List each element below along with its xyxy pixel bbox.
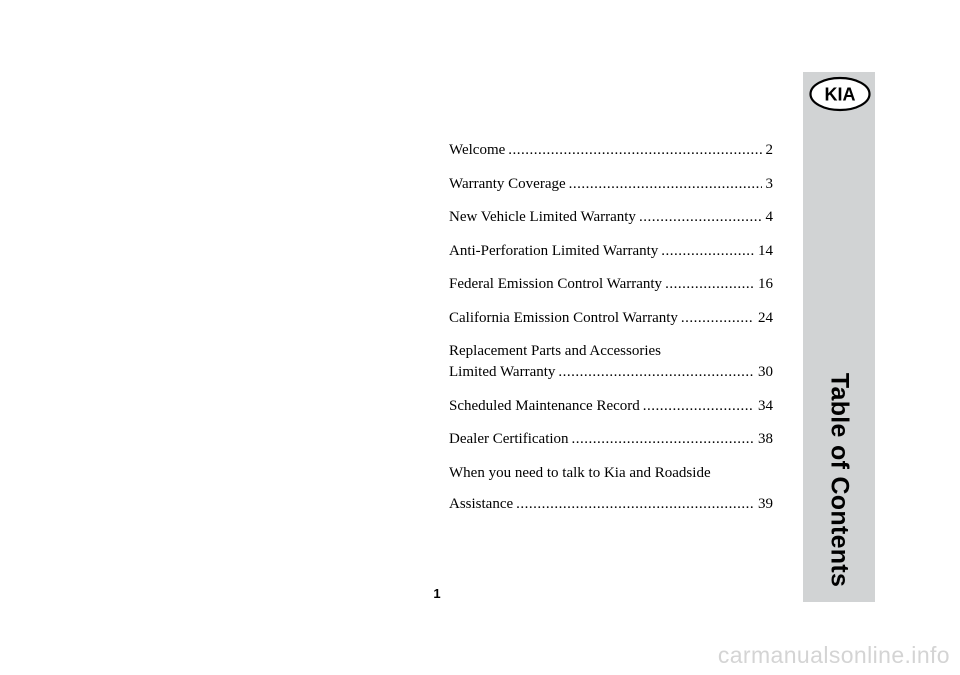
side-tab-label: Table of Contents	[825, 372, 854, 588]
page-number: 1	[433, 586, 441, 601]
toc-item-title: Warranty Coverage	[449, 175, 566, 192]
toc-item-title: Federal Emission Control Warranty	[449, 276, 663, 292]
toc-item-scheduled-maintenance-record[interactable]	[449, 396, 773, 417]
toc-item-roadside-assistance[interactable]	[449, 463, 773, 515]
toc-dot-leader	[661, 241, 754, 262]
toc-item-title: New Vehicle Limited Warranty	[449, 209, 636, 225]
toc-item-page: 14	[758, 242, 773, 259]
toc-dot-leader	[665, 274, 754, 295]
toc-item-page: 16	[758, 276, 773, 292]
table-of-contents	[449, 140, 773, 527]
toc-item-title: Scheduled Maintenance Record	[449, 397, 640, 414]
toc-item-page: 34	[758, 397, 773, 414]
toc-item-page: 24	[758, 309, 773, 326]
toc-dot-leader	[681, 308, 754, 329]
side-tab	[803, 72, 875, 602]
toc-dot-leader	[558, 362, 754, 383]
toc-item-warranty-coverage[interactable]	[449, 174, 773, 195]
toc-item-title: Welcome	[449, 142, 506, 158]
toc-dot-leader	[508, 140, 761, 161]
toc-dot-leader	[639, 207, 762, 228]
toc-dot-leader	[643, 396, 754, 417]
toc-item-new-vehicle-limited-warranty[interactable]	[449, 207, 773, 228]
toc-dot-leader	[516, 494, 754, 515]
toc-item-title: Limited Warranty	[449, 364, 556, 380]
toc-item-welcome[interactable]	[449, 140, 773, 161]
toc-item-title: Dealer Certification	[449, 431, 569, 447]
toc-dot-leader	[569, 174, 762, 195]
toc-item-title-line1: When you need to talk to Kia and Roadside	[449, 464, 711, 481]
toc-item-page: 30	[758, 364, 773, 380]
toc-dot-leader	[572, 429, 754, 450]
kia-logo-text: KIA	[824, 84, 856, 105]
toc-item-anti-perforation-limited-warranty[interactable]	[449, 241, 773, 262]
toc-item-page: 3	[765, 175, 773, 192]
toc-item-title-line1: Replacement Parts and Accessories	[449, 343, 662, 359]
toc-item-page: 38	[758, 431, 773, 447]
kia-logo	[809, 76, 871, 112]
toc-item-title: California Emission Control Warranty	[449, 309, 678, 326]
toc-item-page: 39	[758, 495, 773, 512]
toc-item-title: Anti-Perforation Limited Warranty	[449, 242, 659, 259]
toc-item-page: 4	[765, 209, 773, 225]
toc-item-california-emission-control-warranty[interactable]	[449, 308, 773, 329]
toc-item-replacement-parts-limited-warranty[interactable]	[449, 341, 773, 383]
toc-item-title: Assistance	[449, 495, 514, 512]
toc-item-dealer-certification[interactable]	[449, 429, 773, 450]
toc-item-federal-emission-control-warranty[interactable]	[449, 274, 773, 295]
watermark: carmanualsonline.info	[717, 642, 950, 668]
toc-item-page: 2	[765, 142, 773, 158]
